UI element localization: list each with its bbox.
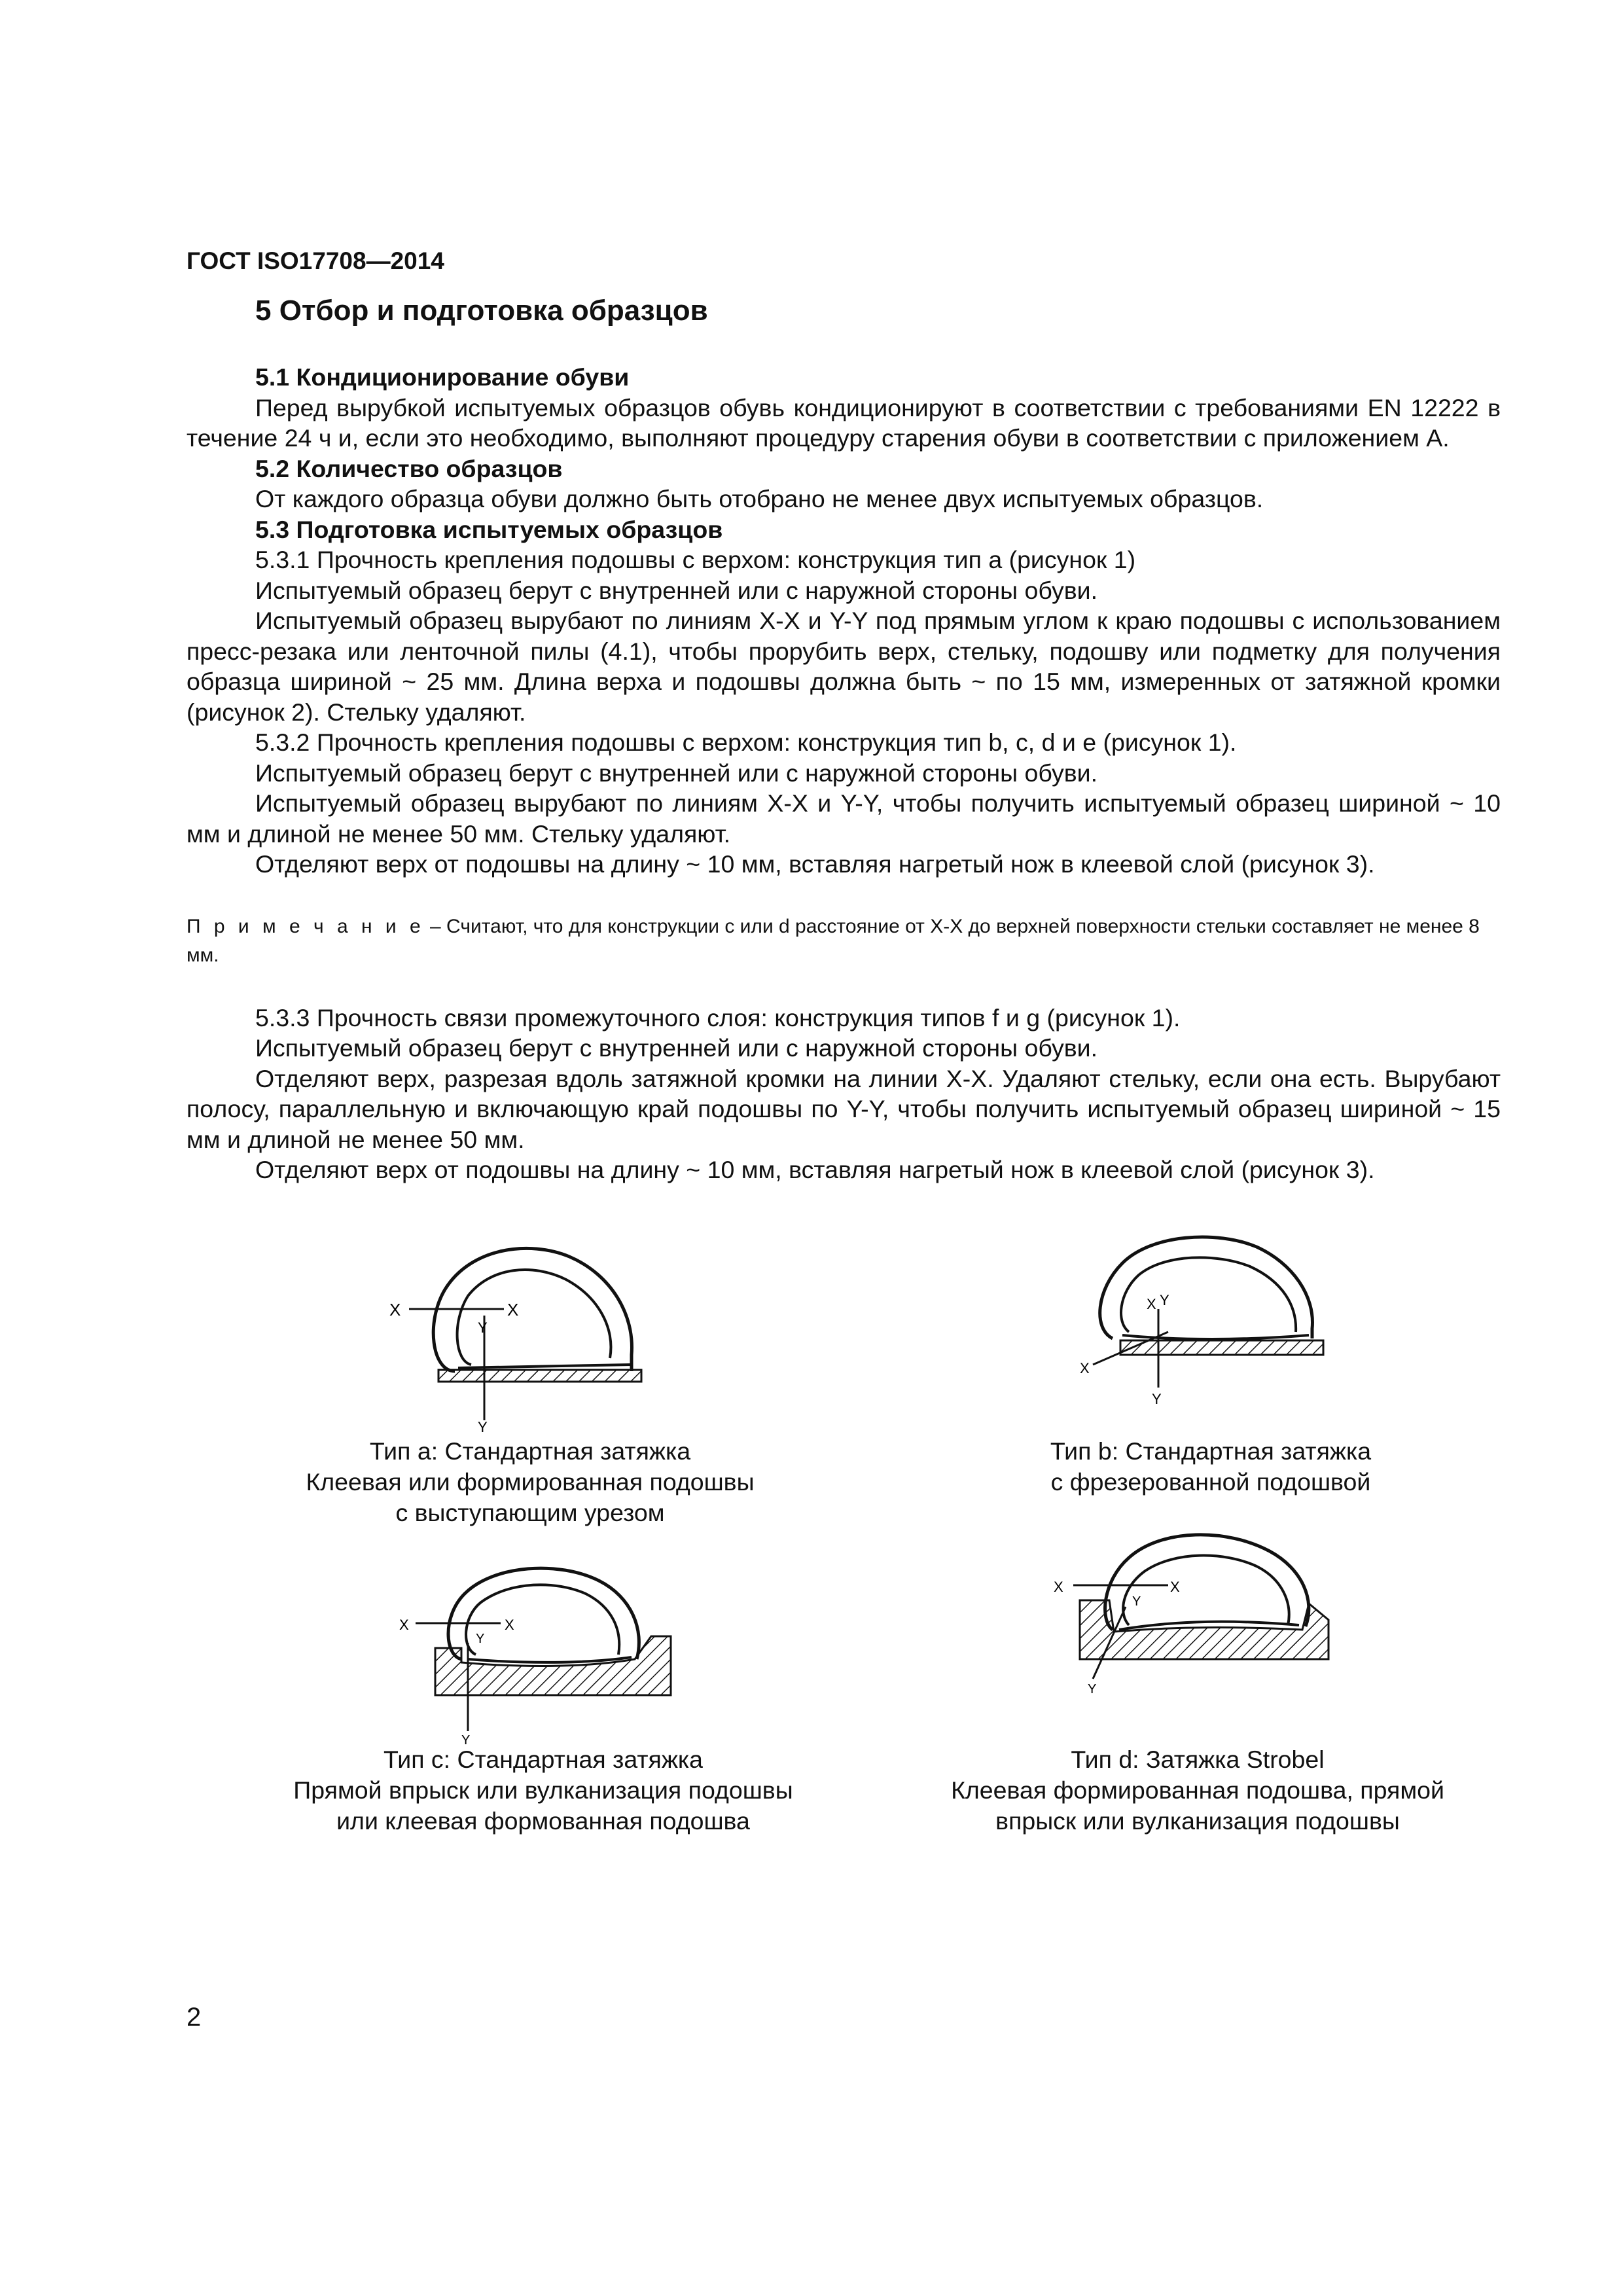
- paragraph-group-1: [187, 362, 1501, 880]
- caption-line: или клеевая формованная подошва: [336, 1807, 750, 1835]
- figure-type-a: [380, 1217, 681, 1433]
- subsection-heading: 5.2 Количество образцов: [255, 454, 563, 482]
- caption-line: Тип b: Стандартная затяжка: [1050, 1437, 1372, 1465]
- axis-y-label: Y: [1152, 1391, 1162, 1407]
- caption-line: Клеевая или формированная подошвы: [306, 1468, 755, 1496]
- paragraph: 5.3.2 Прочность крепления подошвы с верхом: конструкция тип b, с, d и е (рисунок 1).: [255, 728, 1237, 756]
- caption-line: Тип с: Стандартная затяжка: [383, 1746, 704, 1773]
- note: [187, 912, 1501, 970]
- axis-y-label: Y: [461, 1733, 471, 1748]
- axis-x-label: X: [1054, 1579, 1063, 1595]
- paragraph: Испытуемый образец берут с внутренней или с наружной стороны обуви.: [255, 1034, 1098, 1062]
- axis-y-label: Y: [1160, 1292, 1169, 1308]
- section-title: 5 Отбор и подготовка образцов: [255, 295, 708, 327]
- subsection-heading: 5.1 Кондиционирование обуви: [255, 363, 630, 391]
- caption-line: Клеевая формированная подошва, прямой: [951, 1776, 1444, 1804]
- caption-line: Тип d: Затяжка Strobel: [1071, 1746, 1325, 1773]
- axis-x-label: X: [1170, 1579, 1180, 1595]
- caption-line: с выступающим урезом: [395, 1499, 665, 1526]
- caption-line: Прямой впрыск или вулканизация подошвы: [293, 1776, 793, 1804]
- axis-x-label: X: [399, 1617, 409, 1633]
- body-text: [187, 362, 1501, 1185]
- axis-x-label: X: [1147, 1296, 1156, 1312]
- axis-y-label: Y: [478, 1419, 488, 1433]
- caption-line: с фрезерованной подошвой: [1050, 1468, 1371, 1496]
- figure-b-caption: [955, 1436, 1466, 1498]
- standard-header: ГОСТ ISO17708—2014: [187, 247, 444, 274]
- axis-x-label: X: [507, 1300, 519, 1319]
- figure-a-caption: [275, 1436, 785, 1528]
- caption-line: впрыск или вулканизация подошвы: [995, 1807, 1400, 1835]
- paragraph: 5.3.3 Прочность связи промежуточного слоя: конструкция типов f и g (рисунок 1).: [255, 1003, 1181, 1031]
- paragraph: Отделяют верх, разрезая вдоль затяжной кромки на линии Х-Х. Удаляют стельку, если она есть. Вырубают полосу, параллельную и включающую край подошвы по Y-Y, чтобы получить испытуемый образец шириной ~ 15 мм и длиной не менее 50 мм.: [187, 1064, 1501, 1153]
- axis-y-label: Y: [478, 1319, 488, 1336]
- paragraph-group-2: [187, 1003, 1501, 1185]
- paragraph: 5.3.1 Прочность крепления подошвы с верхом: конструкция тип а (рисунок 1): [255, 546, 1136, 573]
- axis-x-label: X: [505, 1617, 514, 1633]
- paragraph: Испытуемый образец вырубают по линиям Х-Х и Y-Y под прямым углом к краю подошвы с использованием пресс-резака или ленточной пилы (4.1), чтобы прорубить верх, стельку, подошву или подметку для получения образца шириной ~ 25 мм. Длина верха и подошвы должна быть ~ по 15 мм, измеренных от затяжной кромки (рисунок 2). Стельку удаляют.: [187, 607, 1501, 726]
- paragraph: От каждого образца обуви должно быть отобрано не менее двух испытуемых образцов.: [255, 485, 1264, 512]
- paragraph: Отделяют верх от подошвы на длину ~ 10 мм, вставляя нагретый нож в клеевой слой (рисунок 3).: [255, 850, 1375, 878]
- paragraph: Испытуемый образец берут с внутренней или с наружной стороны обуви.: [255, 759, 1098, 787]
- figure-type-b: [1067, 1224, 1342, 1414]
- axis-y-label: Y: [1088, 1682, 1097, 1696]
- page-number: 2: [187, 2003, 202, 2032]
- paragraph: Перед вырубкой испытуемых образцов обувь кондиционируют в соответствии с требованиями EN 12222 в течение 24 ч и, если это необходимо, выполняют процедуру старения обуви в соответствии с приложением А.: [187, 393, 1501, 452]
- paragraph: Испытуемый образец вырубают по линиям Х-Х и Y-Y, чтобы получить испытуемый образец шириной ~ 10 мм и длиной не менее 50 мм. Стельку удаляют.: [187, 789, 1501, 848]
- figure-type-c: [389, 1551, 690, 1748]
- axis-x-label: X: [389, 1300, 401, 1319]
- figure-d-caption: [903, 1744, 1492, 1837]
- paragraph: Отделяют верх от подошвы на длину ~ 10 мм, вставляя нагретый нож в клеевой слой (рисунок 3).: [255, 1156, 1375, 1183]
- figure-c-caption: [249, 1744, 838, 1837]
- caption-line: Тип а: Стандартная затяжка: [369, 1437, 691, 1465]
- figure-type-d: [1041, 1522, 1348, 1712]
- axis-x-label: X: [1080, 1360, 1090, 1376]
- axis-y-label: Y: [476, 1632, 485, 1646]
- note-label: П р и м е ч а н и е: [187, 915, 425, 937]
- axis-y-label: Y: [1132, 1594, 1141, 1609]
- note-text: – Считают, что для конструкции с или d расстояние от Х-Х до верхней поверхности стельки составляет не менее 8 мм.: [187, 915, 1480, 966]
- paragraph: Испытуемый образец берут с внутренней или с наружной стороны обуви.: [255, 576, 1098, 604]
- subsection-heading: 5.3 Подготовка испытуемых образцов: [255, 515, 723, 543]
